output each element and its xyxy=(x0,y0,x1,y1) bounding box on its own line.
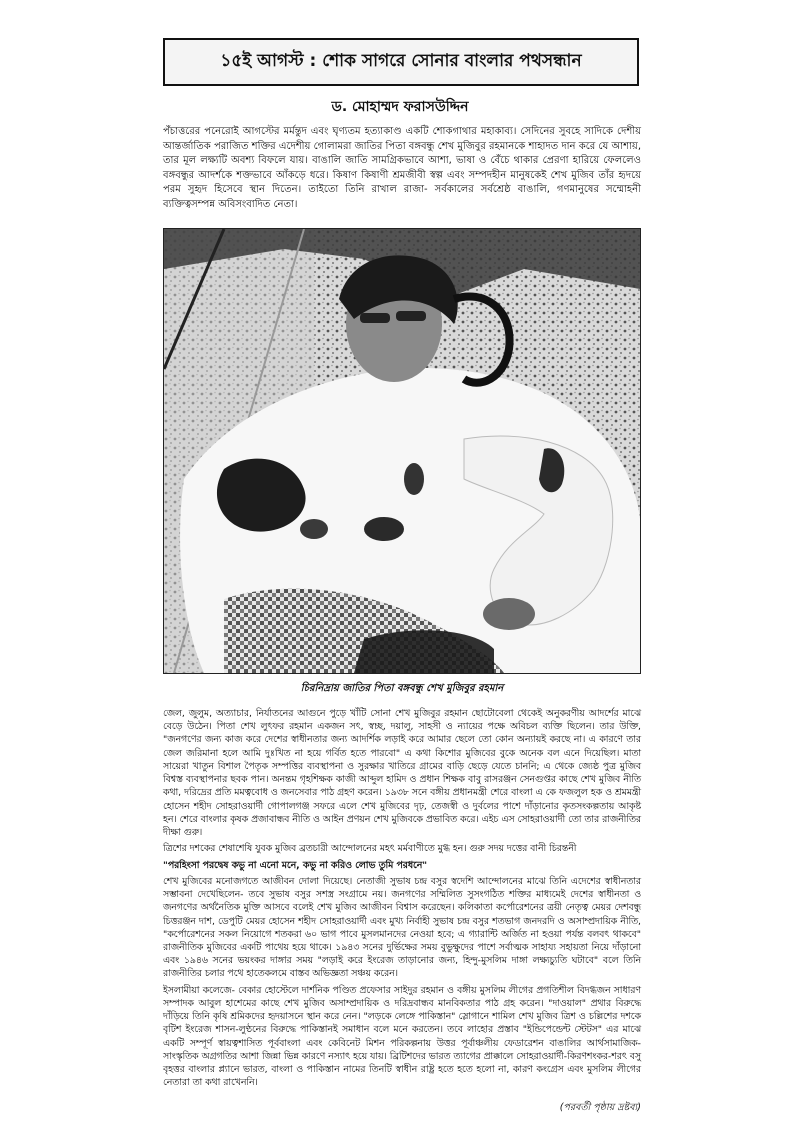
intro-paragraph: পঁচাত্তরের পনেরোই আগস্টের মর্মন্তুদ এবং ঘৃণ্যতম হত্যাকাণ্ড একটি শোকগাথার মহাকাব্য। সেদিনের সুবহে সাদিকে দেশীয় আন্তর্জাতিক পরাজিত শক্তির এদেশীয় গোলামরা জাতির পিতা বঙ্গবন্ধু শেখ মুজিবুর রহমানকে শাহাদত দান করে যে আশায়, তার মূল লক্ষ্যটি অবশ্য বিফলে যায়। বাঙালি জাতি সামগ্রিকভাবে আশা, ভাষা ও বেঁচে থাকার প্রেরণা হারিয়ে ফেললেও বঙ্গবন্ধুর আদর্শকে শক্তভাবে আঁকড়ে ধরে। কিষাণ কিষাণী শ্রমজীবী স্বল্প এবং সম্পদহীন মানুষকেই শেখ মুজিব তাঁর হৃদয়ে পরম সুহৃদ হিসেবে স্থান দিতেন। তাইতো তিনি রাখাল রাজা- সর্বকালের সর্বশ্রেষ্ঠ বাঙালি, গণমানুষের সম্মোহনী ব্যক্তিত্বসম্পন্ন অবিসংবাদিত নেতা। xyxy=(163,126,641,210)
body-paragraph: ত্রিশের দশকের শেষাশেষি যুবক মুজিব ব্রতচারী আন্দোলনের মহৎ মর্মবাণীতে মুগ্ধ হন। গুরু সদয় দত্তের বানী চিরন্তনী xyxy=(163,843,577,855)
photo-bangabandhu xyxy=(163,228,641,674)
body-paragraph: ইসলামীয়া কলেজে- বেকার হোস্টেলে দার্শনিক পণ্ডিত প্রফেসার সাইদুর রহমান ও বঙ্গীয় মুসলিম লীগের প্রগতিশীল বিদগ্ধজন সাধারণ সম্পাদক আবুল হাশেমের কাছে শেখ মুজিব অসাম্প্রদায়িক ও দরিদ্রবান্ধব মানবিকতার পাঠ গ্রহ করেন। "দাওয়াল" প্রথার বিরুদ্ধে দাঁড়িয়ে তিনি কৃষি শ্রমিকদের হৃদয়াসনে স্থান করে নেন। "লড়কে লেঙ্গে পাকিস্তান" স্লোগানে শামিল শেখ মুজিব ত্রিশ ও চল্লিশের দশকে বৃটিশ ইংরেজ শাসন-লুণ্ঠনের বিরুদ্ধে পাকিস্তানই সমাধান বলে মনে করতেন। তবে লাহোর প্রস্তাব "ইন্ডিপেন্ডেন্ট স্টেটস" এর মাঝে একটি সম্পূর্ণ স্বায়ত্বশাসিত পূর্ববাংলা এবং কেবিনেট মিশন পরিকল্পনায় উত্তর পূর্বাঞ্চলীয় ফেডারেশন বাঙালির আর্থসামাজিক-সাংস্কৃতিক অগ্রগতির আশা জিন্না ভিন্ন কারণে নস্যাৎ হয়ে যায়। ব্রিটিশদের ভারত ত্যাগের প্রাক্কালে সোহরাওয়ার্দী-কিরণশংকর-শরৎ বসু বৃহত্তর বাংলার প্ল্যানে ভারত, বাংলা ও পাকিস্তান নামের তিনটি স্বাধীন রাষ্ট্র হতে হতে হলো না, কারণ কংগ্রেস এবং মুসলিম লীগের নেতারা তা কথা রাখেননি। xyxy=(163,984,641,1089)
headline: ১৫ই আগস্ট : শোক সাগরে সোনার বাংলার পথসন্ধান xyxy=(220,51,582,71)
headline-box xyxy=(163,38,639,86)
article-body xyxy=(163,707,641,1093)
continued-note: (পরবর্তী পৃষ্ঠায় দ্রষ্টব্য) xyxy=(559,1102,641,1113)
author-byline: ড. মোহাম্মদ ফরাসউদ্দিন xyxy=(331,99,469,115)
body-paragraph: জেল, জুলুম, অত্যাচার, নির্যাতনের আগুনে পুড়ে খাঁটি সোনা শেখ মুজিবুর রহমান ছোটোবেলা থেকেই অনুকরণীয় আদর্শের মাঝে বেড়ে উঠেন। পিতা শেখ লুৎফর রহমান একজন সৎ, স্বচ্ছ, দয়ালু, সাহসী ও ন্যায়ের পক্ষে অবিচল ব্যক্তি ছিলেন। তার উক্তি, "জনগণের জন্য কাজ করে দেশের স্বাধীনতার জন্য আদর্শিক লড়াই করে আমার ছেলে তো কোন অন্যায়ই করছে না। এ কারণে তার জেল জরিমানা হলে আমি দুঃখিত না হয়ে গর্বিত হতে পারবো" এ কথা কিশোর মুজিবের বুকে অনেক বল এনে দিয়েছিল। মাতা সায়েরা খাতুন বিশাল পৈতৃক সম্পত্তির ব্যবস্থাপনা ও সুরক্ষার খাতিরে গ্রামের বাড়ি ছেড়ে যেতে চাননি; এ থেকে জ্যেষ্ঠ পুত্র মুজিব বিশ্বস্ত ব্যবস্থাপনার ছবক পান। অনন্তম গৃহশিক্ষক কাজী আব্দুল হামিদ ও প্রধান শিক্ষক বাবু রাসরঞ্জন সেনগুপ্তর কাছে শেখ মুজিব নীতি কথা, দরিদ্রের প্রতি মমত্ববোধ ও জনসেবার পাঠ গ্রহণ করেন। ১৯৩৮ সনে বঙ্গীয় প্রধানমন্ত্রী শেরে বাংলা এ কে ফজলুল হক ও শ্রমমন্ত্রী হোসেন শহীদ সোহরাওয়ার্দী গোপালগঞ্জ সফরে এলে শেখ মুজিবের দৃঢ়, তেজস্বী ও দুর্বলের পাশে দাঁড়ানোর কৃতসংকল্পতায় আকৃষ্ট হন। শেরে বাংলার কৃষক প্রজাবান্ধব নীতি ও আইন প্রণয়ন শেখ মুজিবকে প্রভাবিত করে। এইচ এস সোহরাওয়ার্দী তো তার রাজনীতির দীক্ষা গুরু। xyxy=(163,708,641,839)
body-paragraph: শেখ মুজিবের মনোজগতে আজীবন দোলা দিয়েছে। নেতাজী সুভাষ চন্দ্র বসুর স্বদেশি আন্দোলনের মাঝে তিনি এদেশের স্বাধীনতার সম্ভাবনা দেখেছিলেন- তবে সুভাষ বসুর সশস্ত্র সংগ্রামে নয়। জনগণের সম্মিলিত সুসংগঠিত শক্তির মাধ্যমেই দেশের স্বাধীনতা ও জনগণের অর্থনৈতিক মুক্তি আসবে বলেই শেখ মুজিব আজীবন বিশ্বাস করেছেন। কলিকাতা কর্পোরেশনের ত্রয়ী নেতৃত্ব মেয়র দেশবন্ধু চিত্তরঞ্জন দাশ, ডেপুটি মেয়র হোসেন শহীদ সোহরাওয়ার্দী এবং মুখ্য নির্বাহী সুভাষ চন্দ্র বসুর শতভাগ জনদরদি ও অসাম্প্রদায়িক নীতি, "কর্পোরেশনের সকল নিয়োগে শতকরা ৬০ ভাগ পাবে মুসলমানদের নেওয়া হবে; এ গ্যারান্টি অর্জিত না হওয়া পর্যন্ত বলবৎ থাকবে" রাজনীতিক মুজিবের একটি পাথেয় হয়ে থাকে। ১৯৪৩ সনের দুর্ভিক্ষের সময় বুভুক্ষুদের পাশে সর্বাত্মক সাহায্য সহায়তা নিয়ে দাঁড়ানো এবং ১৯৪৬ সনের ভয়ংকর দাঙ্গার সময় "লড়াই করে ইংরেজ তাড়ানোর জন্য, হিন্দু-মুসলিম দাঙ্গা লক্ষ্যচ্যুতি ঘটাবে" বলে তিনি রাজনীতির চলার পথে হাতেকলমে বাস্তব অভিজ্ঞতা সঞ্চয় করেন। xyxy=(163,875,641,980)
quote-line: "পরহিংসা পরদ্বেষ কভু না এনো মনে, কভু না করিও লোভ তুমি পরধনে" xyxy=(163,859,428,871)
photo-caption: চিরনিদ্রায় জাতির পিতা বঙ্গবন্ধু শেখ মুজিবুর রহমান xyxy=(300,683,504,694)
